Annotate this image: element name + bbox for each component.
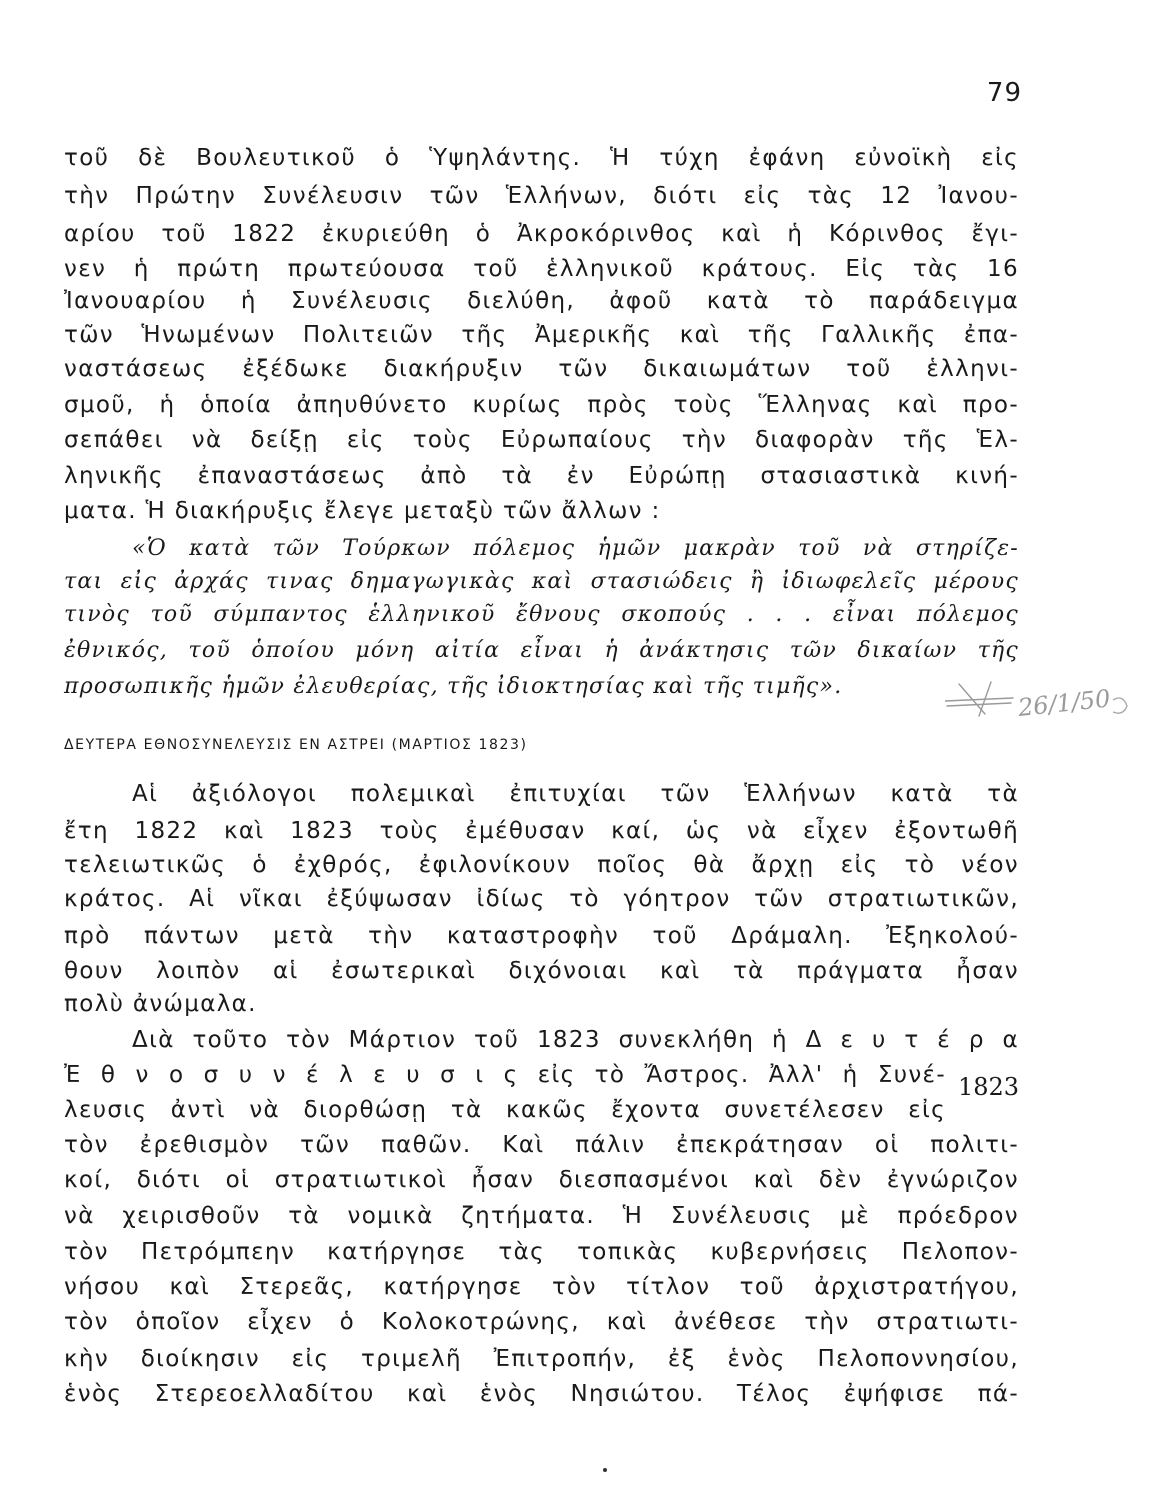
text-line: ματα. Ἡ διακήρυξις ἔλεγε μεταξὺ τῶν ἄλλων :	[64, 498, 661, 524]
quote-line: «Ὁ κατὰ τῶν Τούρκων πόλεμος ἡμῶν μακρὰν τοῦ νὰ στηρίζε-	[132, 536, 1019, 561]
quote-line: τινὸς τοῦ σύμπαντος ἑλληνικοῦ ἔθνους σκοπούς . . . εἶναι πόλεμος	[64, 602, 1019, 627]
text-line: κὴν διοίκησιν εἰς τριμελῆ Ἐπιτροπήν, ἐξ ἑνὸς Πελοποννησίου,	[64, 1346, 1019, 1372]
text-line: Αἱ ἀξιόλογοι πολεμικαὶ ἐπιτυχίαι τῶν Ἑλλήνων κατὰ τὰ	[132, 781, 1019, 807]
text-line: Ἰανουαρίου ἡ Συνέλευσις διελύθη, ἀφοῦ κατὰ τὸ παράδειγμα	[64, 288, 1019, 314]
text-line: πολὺ ἀνώμαλα.	[64, 991, 257, 1017]
text-line: ἔτη 1822 καὶ 1823 τοὺς ἐμέθυσαν καί, ὡς νὰ εἶχεν ἐξοντωθῆ	[64, 818, 1019, 844]
quote-line: προσωπικῆς ἡμῶν ἐλευθερίας, τῆς ἰδιοκτησίας καὶ τῆς τιμῆς».	[64, 674, 843, 699]
text-line: ἑνὸς Στερεοελλαδίτου καὶ ἑνὸς Νησιώτου. Τέλος ἐψήφισε πά-	[64, 1381, 1019, 1407]
text-line: κοί, διότι οἱ στρατιωτικοὶ ἦσαν διεσπασμένοι καὶ δὲν ἐγνώριζον	[64, 1167, 1019, 1193]
text-line: τῶν Ἡνωμένων Πολιτειῶν τῆς Ἀμερικῆς καὶ τῆς Γαλλικῆς ἐπα-	[64, 322, 1019, 348]
text-line: κράτος. Αἱ νῖκαι ἐξύψωσαν ἰδίως τὸ γόητρον τῶν στρατιωτικῶν,	[64, 886, 1019, 912]
page-number: 79	[986, 78, 1022, 108]
pencil-flourish-icon	[1113, 698, 1127, 713]
annotation-date: 26/1/50	[1016, 684, 1112, 722]
quote-line: ται εἰς ἀρχάς τινας δημαγωγικὰς καὶ στασιώδεις ἢ ἰδιωφελεῖς μέρους	[64, 569, 1019, 594]
quote-line: ἐθνικός, τοῦ ὁποίου μόνη αἰτία εἶναι ἡ ἀνάκτησις τῶν δικαίων τῆς	[64, 638, 1019, 663]
text-line: αρίου τοῦ 1822 ἐκυριεύθη ὁ Ἀκροκόρινθος καὶ ἡ Κόρινθος ἔγι-	[64, 221, 1019, 247]
print-speck	[603, 1468, 607, 1472]
text-line: νὰ χειρισθοῦν τὰ νομικὰ ζητήματα. Ἡ Συνέλευσις μὲ πρόεδρον	[64, 1203, 1019, 1229]
text-line: τοῦ δὲ Βουλευτικοῦ ὁ Ὑψηλάντης. Ἡ τύχη ἐφάνη εὐνοϊκὴ εἰς	[64, 145, 1019, 171]
handwritten-annotation	[945, 670, 1135, 730]
text-line: λευσις ἀντὶ νὰ διορθώσῃ τὰ κακῶς ἔχοντα συνετέλεσεν εἰς	[64, 1097, 946, 1123]
pencil-mark-icon	[945, 682, 1013, 716]
text-line: ληνικῆς ἐπαναστάσεως ἀπὸ τὰ ἐν Εὐρώπῃ στασιαστικὰ κινή-	[64, 463, 1019, 489]
text-line: ναστάσεως ἐξέδωκε διακήρυξιν τῶν δικαιωμάτων τοῦ ἑλληνι-	[64, 356, 1019, 382]
text-line: τὸν ἐρεθισμὸν τῶν παθῶν. Καὶ πάλιν ἐπεκράτησαν οἱ πολιτι-	[64, 1132, 1019, 1158]
text-line: τελειωτικῶς ὁ ἐχθρός, ἐφιλονίκουν ποῖος θὰ ἄρχῃ εἰς τὸ νέον	[64, 852, 1019, 878]
margin-year-note: 1823	[958, 1073, 1020, 1101]
text-line: σμοῦ, ἡ ὁποία ἀπηυθύνετο κυρίως πρὸς τοὺς Ἕλληνας καὶ προ-	[64, 392, 1019, 418]
text-line: τὴν Πρώτην Συνέλευσιν τῶν Ἑλλήνων, διότι εἰς τὰς 12 Ἰανου-	[64, 183, 1019, 209]
text-line: τὸν Πετρόμπεην κατήργησε τὰς τοπικὰς κυβερνήσεις Πελοπον-	[64, 1239, 1019, 1265]
text-line: νεν ἡ πρώτη πρωτεύουσα τοῦ ἑλληνικοῦ κράτους. Εἰς τὰς 16	[64, 256, 1019, 282]
text-line: Ἐ θ ν ο σ υ ν έ λ ε υ σ ι ς εἰς τὸ Ἄστρος. Ἀλλ' ἡ Συνέ-	[64, 1062, 946, 1088]
text-line: Διὰ τοῦτο τὸν Μάρτιον τοῦ 1823 συνεκλήθη ἡ Δ ε υ τ έ ρ α	[132, 1027, 1019, 1053]
text-line: πρὸ πάντων μετὰ τὴν καταστροφὴν τοῦ Δράμαλη. Ἐξηκολού-	[64, 923, 1019, 949]
text-line: θουν λοιπὸν αἱ ἐσωτερικαὶ διχόνοιαι καὶ τὰ πράγματα ἦσαν	[64, 958, 1019, 984]
text-line: νήσου καὶ Στερεᾶς, κατήργησε τὸν τίτλον τοῦ ἀρχιστρατήγου,	[64, 1274, 1019, 1300]
text-line: σεπάθει νὰ δείξῃ εἰς τοὺς Εὐρωπαίους τὴν διαφορὰν τῆς Ἑλ-	[64, 427, 1019, 453]
section-heading: ΔΕΥΤΕΡΑ ΕΘΝΟΣΥΝΕΛΕΥΣΙΣ ΕΝ ΑΣΤΡΕΙ (ΜΑΡΤΙΟΣ 1823)	[64, 737, 528, 753]
text-line: τὸν ὁποῖον εἶχεν ὁ Κολοκοτρώνης, καὶ ἀνέθεσε τὴν στρατιωτι-	[64, 1309, 1019, 1335]
